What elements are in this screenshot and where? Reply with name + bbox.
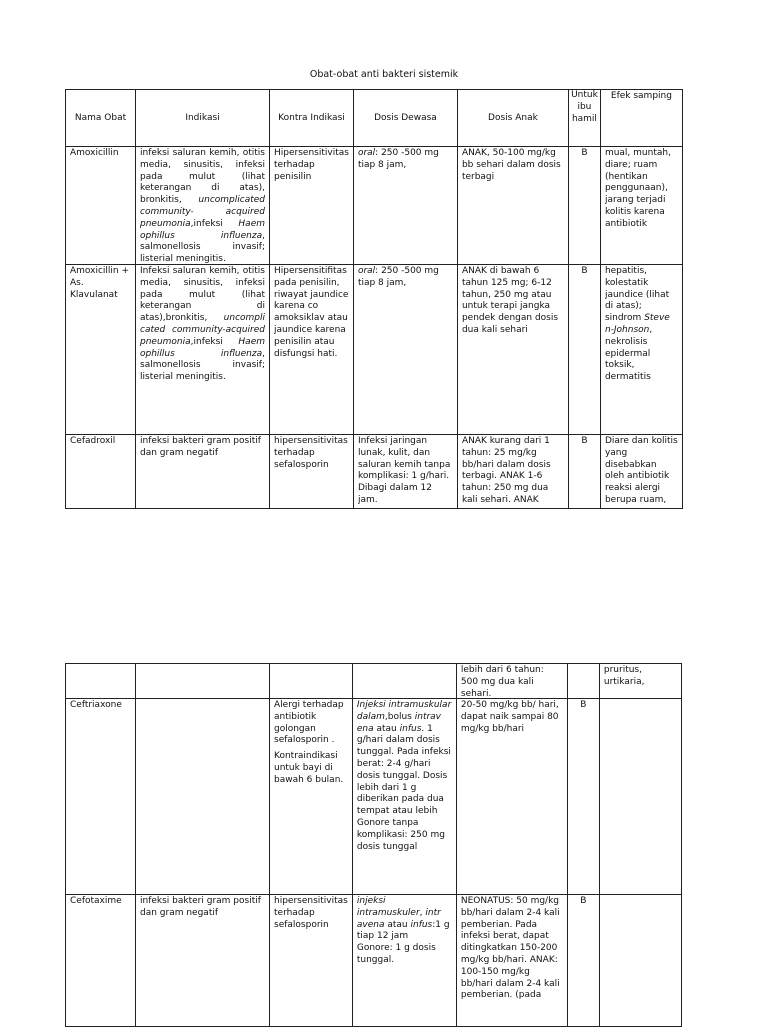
cell-efek-samping: hepatitis, kolestatik jaundice (lihat di atas); sindrom Steve n-Johnson, nekrolisis epidermal toksik, dermatitis	[600, 265, 682, 435]
cell-nama-obat: Amoxicillin	[66, 147, 136, 265]
cell-ibu-hamil: B	[568, 147, 600, 265]
cell-dosis-dewasa: Injeksi intramuskular dalam,bolus intrav ena atau infus. 1 g/hari dalam dosis tunggal. Pada infeksi berat: 2-4 g/hari dosis tunggal. Dosis lebih dari 1 g diberikan pada dua tempat atau lebih Gonore tanpa komplikasi: 250 mg dosis tunggal	[352, 699, 456, 895]
header-nama-obat: Nama Obat	[66, 90, 136, 147]
cell-kontra-indikasi: Hipersensitivitas terhadap penisilin	[270, 147, 354, 265]
cell-efek-samping: pruritus, urtikaria,	[599, 664, 681, 699]
table-row	[66, 895, 682, 1027]
cell-dosis-anak: ANAK kurang dari 1 tahun: 25 mg/kg bb/hari dalam dosis terbagi. ANAK 1-6 tahun: 250 mg dua kali sehari. ANAK	[457, 435, 568, 509]
cell-indikasi	[136, 664, 270, 699]
cell-efek-samping: Diare dan kolitis yang disebabkan oleh antibiotik reaksi alergi berupa ruam,	[600, 435, 682, 509]
table-row	[66, 435, 683, 509]
cell-dosis-anak: ANAK, 50-100 mg/kg bb sehari dalam dosis terbagi	[457, 147, 568, 265]
table-row	[66, 664, 682, 699]
header-ibu-hamil: Untuk ibu hamil	[568, 90, 600, 147]
cell-kontra-indikasi: Alergi terhadap antibiotik golongan sefalosporin . Kontraindikasi untuk bayi di bawah 6 bulan.	[270, 699, 353, 895]
cell-dosis-anak: lebih dari 6 tahun: 500 mg dua kali sehari.	[456, 664, 567, 699]
cell-nama-obat: Cefadroxil	[66, 435, 136, 509]
cell-nama-obat: Cefotaxime	[66, 895, 136, 1027]
cell-dosis-dewasa: oral: 250 -500 mg tiap 8 jam,	[353, 265, 457, 435]
cell-efek-samping: mual, muntah, diare; ruam (hentikan penggunaan), jarang terjadi kolitis karena antibiotik	[600, 147, 682, 265]
cell-dosis-dewasa: oral: 250 -500 mg tiap 8 jam,	[353, 147, 457, 265]
table-row	[66, 699, 682, 895]
cell-ibu-hamil: B	[568, 435, 600, 509]
drug-table-continued	[65, 663, 682, 1027]
cell-nama-obat: Ceftriaxone	[66, 699, 136, 895]
cell-ibu-hamil: B	[568, 265, 600, 435]
cell-kontra-indikasi: Hipersensitifitas pada penisilin, riwayat jaundice karena co amoksiklav atau jaundice karena penisilin atau disfungsi hati.	[270, 265, 354, 435]
cell-efek-samping	[599, 895, 681, 1027]
header-indikasi: Indikasi	[136, 90, 270, 147]
table-header-row	[66, 90, 683, 147]
table-row	[66, 265, 683, 435]
cell-dosis-anak: ANAK di bawah 6 tahun 125 mg; 6-12 tahun, 250 mg atau untuk terapi jangka pendek dengan dosis dua kali sehari	[457, 265, 568, 435]
cell-efek-samping	[599, 699, 681, 895]
cell-indikasi: infeksi bakteri gram positif dan gram negatif	[136, 895, 270, 1027]
table-row	[66, 147, 683, 265]
drug-table	[65, 89, 683, 509]
header-dosis-dewasa: Dosis Dewasa	[353, 90, 457, 147]
cell-indikasi: Infeksi saluran kemih, otitis media, sinusitis, infeksi pada mulut (lihat keterangan di atas),bronkitis, uncompli cated community-acquired pneumonia,infeksi Haem ophillus influenza, salmonellosis invasif; listerial meningitis.	[136, 265, 270, 435]
cell-kontra-indikasi: hipersensitivitas terhadap sefalosporin	[270, 435, 354, 509]
cell-indikasi	[136, 699, 270, 895]
cell-nama-obat	[66, 664, 136, 699]
cell-indikasi: infeksi bakteri gram positif dan gram negatif	[136, 435, 270, 509]
cell-kontra-indikasi: hipersensitivitas terhadap sefalosporin	[270, 895, 353, 1027]
cell-dosis-anak: 20-50 mg/kg bb/ hari, dapat naik sampai 80 mg/kg bb/hari	[456, 699, 567, 895]
cell-dosis-dewasa: Infeksi jaringan lunak, kulit, dan saluran kemih tanpa komplikasi: 1 g/hari. Dibagi dalam 12 jam.	[353, 435, 457, 509]
cell-dosis-dewasa: injeksi intramuskuler, intr avena atau infus:1 g tiap 12 jam Gonore: 1 g dosis tunggal.	[352, 895, 456, 1027]
cell-dosis-dewasa	[352, 664, 456, 699]
header-kontra-indikasi: Kontra Indikasi	[270, 90, 354, 147]
header-efek-samping: Efek samping	[600, 90, 682, 147]
cell-kontra-indikasi	[270, 664, 353, 699]
header-dosis-anak: Dosis Anak	[457, 90, 568, 147]
cell-ibu-hamil: B	[567, 895, 599, 1027]
cell-ibu-hamil	[567, 664, 599, 699]
cell-indikasi: infeksi saluran kemih, otitis media, sinusitis, infeksi pada mulut (lihat keterangan di atas), bronkitis, uncomplicated community- acquired pneumonia,infeksi Haem ophillus influenza, salmonellosis invasif; listerial meningitis.	[136, 147, 270, 265]
cell-dosis-anak: NEONATUS: 50 mg/kg bb/hari dalam 2-4 kali pemberian. Pada infeksi berat, dapat ditingkatkan 150-200 mg/kg bb/hari. ANAK: 100-150 mg/kg bb/hari dalam 2-4 kali pemberian. (pada	[456, 895, 567, 1027]
cell-nama-obat: Amoxicillin + As. Klavulanat	[66, 265, 136, 435]
page-title: Obat-obat anti bakteri sistemik	[309, 69, 459, 80]
cell-ibu-hamil: B	[567, 699, 599, 895]
